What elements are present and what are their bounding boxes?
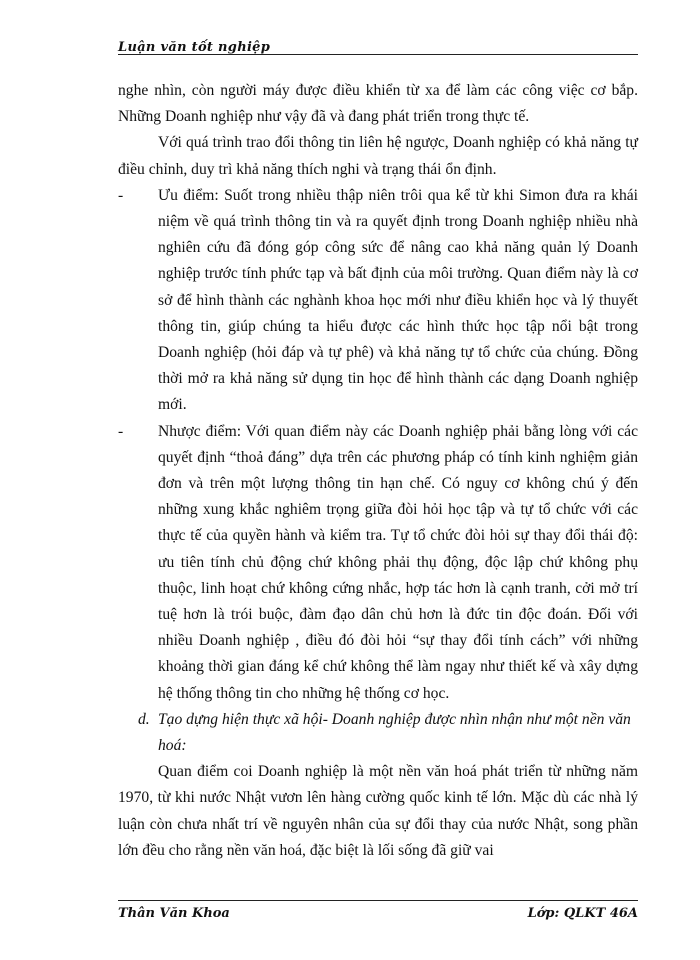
bullet-advantages-text: Ưu điểm: Suốt trong nhiều thập niên trôi qua kể từ khi Simon đưa ra khái niệm về quá trình thông tin và ra quyết định trong Doanh nghiệp nhiều nhà nghiên cứu đã đóng góp công sức để nâng cao khả năng quản lý Doanh nghiệp trước tính phức tạp và bất định của môi trường. Quan điểm này là cơ sở để hình thành các nghành khoa học mới như điều khiển học và lý thuyết thông tin, giúp chúng ta hiểu được các hình thức học tập nổi bật trong Doanh nghiệp (hỏi đáp và tự phê) và khả năng tự tổ chức của chúng. Đồng thời mở ra khả năng sử dụng tin học để hình thành các dạng Doanh nghiệp mới. (158, 186, 638, 414)
bullet-dash: - (118, 186, 124, 204)
bullet-disadvantages-text: Nhược điểm: Với quan điểm này các Doanh nghiệp phải bằng lòng với các quyết định “thoả đáng” dựa trên các phương pháp có tính kinh nghiệm giản đơn và trên một lượng thông tin hạn chế. Có nguy cơ không chú ý đến những xung khắc nghiêm trọng giữa đòi hỏi học tập và tự tổ chức với các thực tế của quyền hành và kiểm tra. Tự tổ chức đòi hỏi sự thay đổi thái độ: ưu tiên tính chủ động chứ không phải thụ động, độc lập chứ không phụ thuộc, linh hoạt chứ không cứng nhắc, hợp tác hơn là cạnh tranh, cởi mở trí tuệ hơn là trói buộc, đàm đạo dân chủ hơn là đức tin độc đoán. Đối với nhiều Doanh nghiệp , điều đó đòi hỏi “sự thay đổi tính cách” với những khoảng thời gian đáng kể chứ không thể làm ngay như thiết kế và xây dựng hệ thống thông tin cho những hệ thống cơ học. (158, 422, 638, 702)
footer-class: Lớp: QLKT 46A (527, 906, 638, 921)
section-letter: d. (138, 710, 150, 728)
header-divider (118, 54, 638, 55)
bullet-advantages (118, 183, 638, 419)
paragraph-feedback: Với quá trình trao đổi thông tin liên hệ ngược, Doanh nghiệp có khả năng tự điều chỉnh, duy trì khả năng thích nghi và trạng thái ổn định. (118, 134, 638, 178)
page-header-title: Luận văn tốt nghiệp (118, 40, 271, 55)
bullet-dash: - (118, 422, 124, 440)
section-heading-text: Tạo dựng hiện thực xã hội- Doanh nghiệp được nhìn nhận như một nền văn hoá: (158, 710, 631, 755)
paragraph-culture: Quan điểm coi Doanh nghiệp là một nền văn hoá phát triển từ những năm 1970, từ khi nước Nhật vươn lên hàng cường quốc kinh tế lớn. Mặc dù các nhà lý luận còn chưa nhất trí về nguyên nhân của sự đổi thay của nước Nhật, song phần lớn đều cho rằng nền văn hoá, đặc biệt là lối sống đã giữ vai (118, 763, 638, 859)
section-heading-d (118, 707, 638, 759)
footer-divider (118, 900, 638, 901)
bullet-disadvantages (118, 419, 638, 707)
document-body (118, 78, 638, 864)
footer-author: Thân Văn Khoa (118, 906, 230, 921)
paragraph-continued: nghe nhìn, còn người máy được điều khiển từ xa để làm các công việc cơ bắp. Những Doanh nghiệp như vậy đã và đang phát triển trong thực tế. (118, 82, 638, 126)
